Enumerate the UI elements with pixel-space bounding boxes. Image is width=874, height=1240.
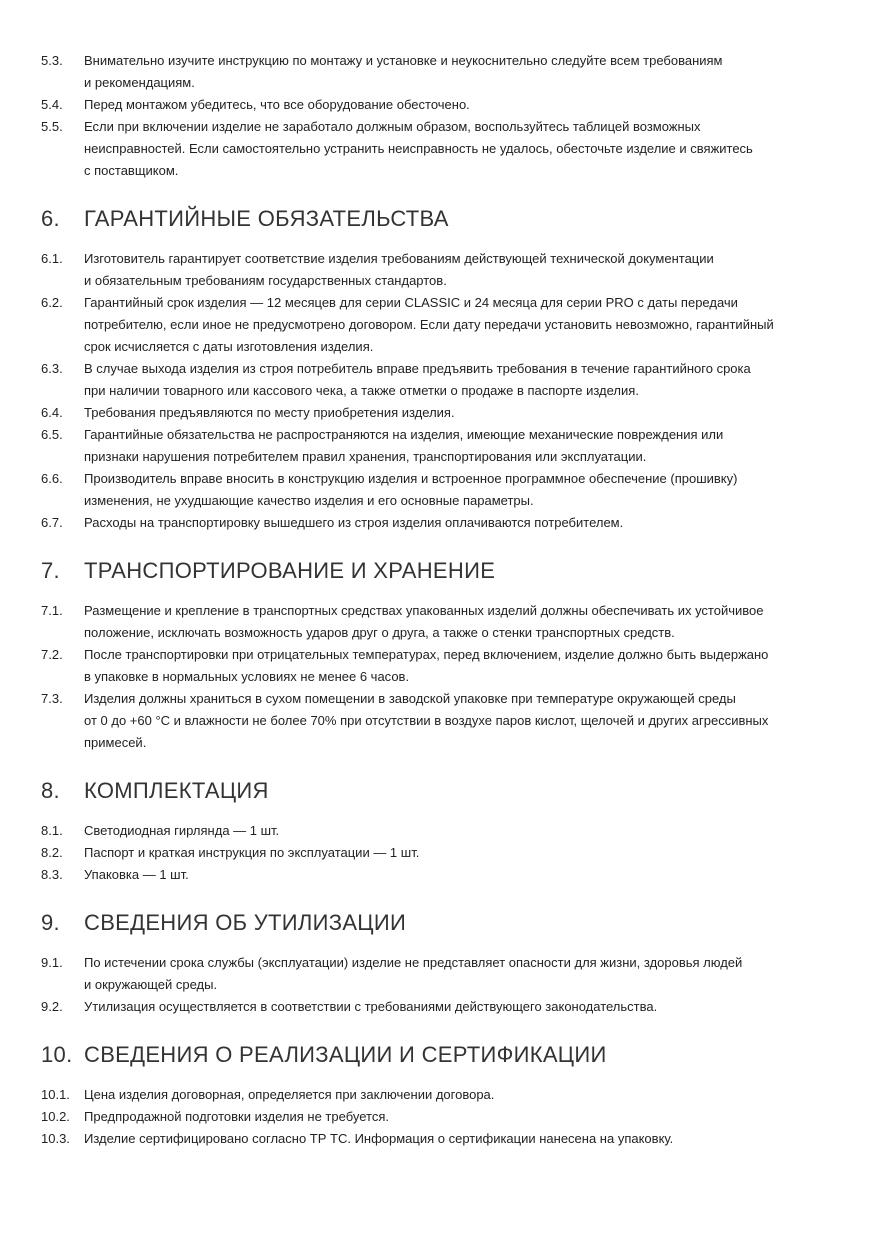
item-text-line: от 0 до +60 °С и влажности не более 70% при отсутствии в воздухе паров кислот, щелочей и других агрессивных: [84, 713, 769, 728]
item-number: 5.5.: [41, 119, 63, 134]
item-number: 5.3.: [41, 53, 63, 68]
item-text-line: с поставщиком.: [84, 163, 179, 178]
item-text-line: Утилизация осуществляется в соответствии с требованиями действующего законодательства.: [84, 999, 658, 1014]
section-number: 6.: [41, 206, 60, 231]
item-number: 8.3.: [41, 867, 63, 882]
item-text-line: Требования предъявляются по месту приобретения изделия.: [84, 405, 455, 420]
section-number: 7.: [41, 558, 60, 583]
item-text-line: Перед монтажом убедитесь, что все оборудование обесточено.: [84, 97, 470, 112]
item-text-line: неисправностей. Если самостоятельно устранить неисправность не удалось, обесточьте изделие и свяжитесь: [84, 141, 753, 156]
item-number: 6.5.: [41, 427, 63, 442]
item-number: 10.1.: [41, 1087, 70, 1102]
item-text-line: Изделие сертифицировано согласно ТР ТС. Информация о сертификации нанесена на упаковку.: [84, 1131, 674, 1146]
item-text-line: и обязательным требованиям государственных стандартов.: [84, 273, 447, 288]
item-number: 6.1.: [41, 251, 63, 266]
item-text-line: примесей.: [84, 735, 147, 750]
item-number: 10.3.: [41, 1131, 70, 1146]
item-number: 8.2.: [41, 845, 63, 860]
item-text-line: Цена изделия договорная, определяется при заключении договора.: [84, 1087, 495, 1102]
section-heading: СВЕДЕНИЯ О РЕАЛИЗАЦИИ И СЕРТИФИКАЦИИ: [84, 1042, 607, 1067]
item-text-line: Внимательно изучите инструкцию по монтажу и установке и неукоснительно следуйте всем требованиям: [84, 53, 723, 68]
item-text-line: Гарантийные обязательства не распространяются на изделия, имеющие механические повреждения или: [84, 427, 724, 442]
section-heading: КОМПЛЕКТАЦИЯ: [84, 778, 269, 803]
item-number: 9.1.: [41, 955, 63, 970]
item-number: 10.2.: [41, 1109, 70, 1124]
item-number: 6.4.: [41, 405, 63, 420]
item-text-line: и окружающей среды.: [84, 977, 218, 992]
item-number: 7.3.: [41, 691, 63, 706]
section-number: 8.: [41, 778, 60, 803]
item-text-line: в упаковке в нормальных условиях не менее 6 часов.: [84, 669, 410, 684]
item-text-line: Изготовитель гарантирует соответствие изделия требованиям действующей технической документации: [84, 251, 714, 266]
item-text-line: срок исчисляется с даты изготовления изделия.: [84, 339, 374, 354]
item-text-line: Упаковка — 1 шт.: [84, 867, 189, 882]
item-number: 6.3.: [41, 361, 63, 376]
item-number: 6.2.: [41, 295, 63, 310]
item-text-line: положение, исключать возможность ударов друг о друга, а также о стенки транспортных средств.: [84, 625, 675, 640]
item-text-line: Паспорт и краткая инструкция по эксплуатации — 1 шт.: [84, 845, 420, 860]
item-text-line: Предпродажной подготовки изделия не требуется.: [84, 1109, 389, 1124]
item-text-line: и рекомендациям.: [84, 75, 195, 90]
item-number: 6.6.: [41, 471, 63, 486]
item-text-line: изменения, не ухудшающие качество изделия и его основные параметры.: [84, 493, 534, 508]
item-text-line: По истечении срока службы (эксплуатации) изделие не представляет опасности для жизни, здоровья людей: [84, 955, 743, 970]
item-text-line: Гарантийный срок изделия — 12 месяцев для серии CLASSIC и 24 месяца для серии PRO с даты передачи: [84, 295, 738, 310]
item-text-line: Изделия должны храниться в сухом помещении в заводской упаковке при температуре окружающей среды: [84, 691, 736, 706]
section-heading: ТРАНСПОРТИРОВАНИЕ И ХРАНЕНИЕ: [84, 558, 496, 583]
section-number: 10.: [41, 1042, 73, 1067]
item-text-line: Светодиодная гирлянда — 1 шт.: [84, 823, 280, 838]
item-text-line: В случае выхода изделия из строя потребитель вправе предъявить требования в течение гарантийного срока: [84, 361, 751, 376]
item-text-line: Производитель вправе вносить в конструкцию изделия и встроенное программное обеспечение (прошивку): [84, 471, 738, 486]
item-number: 6.7.: [41, 515, 63, 530]
section-heading: СВЕДЕНИЯ ОБ УТИЛИЗАЦИИ: [84, 910, 407, 935]
item-text-line: Расходы на транспортировку вышедшего из строя изделия оплачиваются потребителем.: [84, 515, 624, 530]
section-number: 9.: [41, 910, 60, 935]
item-text-line: Если при включении изделие не заработало должным образом, воспользуйтесь таблицей возможных: [84, 119, 701, 134]
item-number: 9.2.: [41, 999, 63, 1014]
section-heading: ГАРАНТИЙНЫЕ ОБЯЗАТЕЛЬСТВА: [84, 206, 449, 231]
item-text-line: После транспортировки при отрицательных температурах, перед включением, изделие должно быть выдержано: [84, 647, 769, 662]
item-text-line: при наличии товарного или кассового чека, а также отметки о продаже в паспорте изделия.: [84, 383, 639, 398]
item-text-line: потребителю, если иное не предусмотрено договором. Если дату передачи установить невозможно, гарантийный: [84, 317, 774, 332]
item-number: 8.1.: [41, 823, 63, 838]
item-text-line: Размещение и крепление в транспортных средствах упакованных изделий должны обеспечивать их устойчивое: [84, 603, 764, 618]
item-number: 5.4.: [41, 97, 63, 112]
item-number: 7.1.: [41, 603, 63, 618]
item-text-line: признаки нарушения потребителем правил хранения, транспортирования или эксплуатации.: [84, 449, 647, 464]
item-number: 7.2.: [41, 647, 63, 662]
